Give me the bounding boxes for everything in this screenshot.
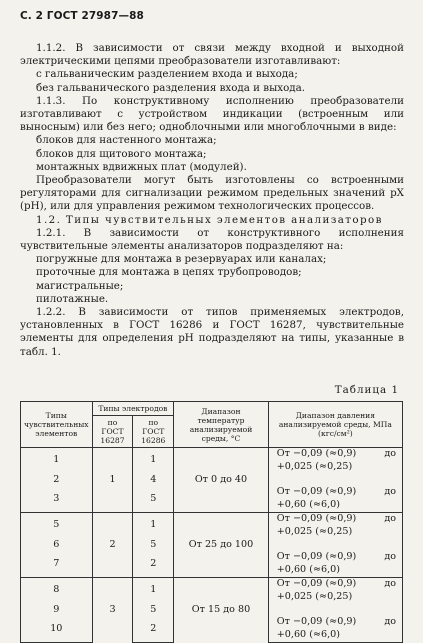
cell-pressure xyxy=(268,604,402,617)
cell-temperature: От 25 до 100 xyxy=(174,512,269,577)
cell-gost16286: 1 xyxy=(133,577,174,603)
paragraph: с гальваническим разделением входа и выхода; xyxy=(36,68,298,81)
pressure-to: +0,025 (≈0,25) xyxy=(276,525,353,537)
cell-gost16286: 2 xyxy=(133,551,174,577)
table-row xyxy=(21,448,403,474)
col-gost16287-header: по ГОСТ 16287 xyxy=(92,416,133,448)
cell-gost16286: 2 xyxy=(133,616,174,642)
pressure-to-word: до xyxy=(384,512,396,524)
cell-pressure xyxy=(268,512,402,538)
paragraph: блоков для щитового монтажа; xyxy=(36,147,207,160)
cell-gost16286: 1 xyxy=(133,448,174,474)
cell-gost16287: 3 xyxy=(92,577,133,642)
paragraph: Преобразователи могут быть изготовлены со встроенными регуляторами для сигнализации режимом предельных значений рХ (рН), или для управления режимом технологических процессов. xyxy=(20,174,404,213)
pressure-from: От −0,09 xyxy=(276,512,323,524)
pressure-from: От −0,09 xyxy=(276,486,323,498)
paragraph: без гальванического разделения входа и выхода. xyxy=(36,81,306,94)
col-types-header: Типы чувствительных элементов xyxy=(21,402,93,448)
paragraph: погружные для монтажа в резервуарах или каналах; xyxy=(36,253,327,266)
body-text xyxy=(20,42,404,359)
cell-type: 3 xyxy=(21,486,93,512)
table-row xyxy=(21,512,403,538)
pressure-from-kgf: (≈0,9) xyxy=(325,616,357,628)
pressure-from-kgf: (≈0,9) xyxy=(325,577,357,589)
cell-gost16286: 5 xyxy=(133,604,174,617)
pressure-to-word: до xyxy=(384,551,396,563)
paragraph: 1.1.2. В зависимости от связи между входной и выходной электрическими цепями преобразователи изготавливают: xyxy=(20,42,404,68)
pressure-from-kgf: (≈0,9) xyxy=(325,486,357,498)
table-1 xyxy=(20,401,403,643)
cell-type: 5 xyxy=(21,512,93,538)
pressure-to-word: до xyxy=(384,486,396,498)
pressure-to: +0,60 (≈6,0) xyxy=(276,564,340,576)
pressure-to: +0,025 (≈0,25) xyxy=(276,460,353,472)
pressure-from-kgf: (≈0,9) xyxy=(325,551,357,563)
cell-type: 7 xyxy=(21,551,93,577)
paragraph: блоков для настенного монтажа; xyxy=(36,134,217,147)
cell-type: 8 xyxy=(21,577,93,603)
cell-gost16286: 1 xyxy=(133,512,174,538)
table-row xyxy=(21,577,403,603)
cell-pressure xyxy=(268,577,402,603)
cell-pressure xyxy=(268,486,402,512)
cell-gost16286: 5 xyxy=(133,539,174,552)
pressure-from: От −0,09 xyxy=(276,577,323,589)
cell-temperature: От 0 до 40 xyxy=(174,448,269,513)
paragraph: монтажных вдвижных плат (модулей). xyxy=(36,160,247,173)
col-gost16286-header: по ГОСТ 16286 xyxy=(133,416,174,448)
cell-type: 10 xyxy=(21,616,93,642)
pressure-from-kgf: (≈0,9) xyxy=(325,448,357,459)
paragraph: проточные для монтажа в цепях трубопроводов; xyxy=(36,266,302,279)
cell-pressure xyxy=(268,474,402,487)
pressure-to-word: до xyxy=(384,616,396,628)
cell-gost16286: 5 xyxy=(133,486,174,512)
paragraph: пилотажные. xyxy=(36,292,109,305)
pressure-from: От −0,09 xyxy=(276,551,323,563)
cell-gost16287: 2 xyxy=(92,512,133,577)
cell-pressure xyxy=(268,551,402,577)
cell-type: 2 xyxy=(21,474,93,487)
cell-pressure xyxy=(268,539,402,552)
pressure-to: +0,60 (≈6,0) xyxy=(276,629,340,641)
pressure-from: От −0,09 xyxy=(276,616,323,628)
col-electrodes-header: Типы электродов xyxy=(92,402,174,416)
paragraph: 1.2. Типы чувствительных элементов анализаторов xyxy=(36,213,383,226)
pressure-to-word: до xyxy=(384,577,396,589)
table-caption: Таблица 1 xyxy=(334,384,399,396)
cell-type: 9 xyxy=(21,604,93,617)
cell-type: 6 xyxy=(21,539,93,552)
pressure-to-word: до xyxy=(384,448,396,459)
cell-pressure xyxy=(268,448,402,474)
paragraph: 1.1.3. По конструктивному исполнению преобразователи изготавливают с устройством индикации (встроенным или выносным) или без него; одноблочными или многоблочными в виде: xyxy=(20,94,404,134)
paragraph: 1.2.2. В зависимости от типов применяемых электродов, установленных в ГОСТ 16286 и ГОСТ 16287, чувствительные элементы для определения рН подразделяют на типы, указанные в табл. 1. xyxy=(20,306,404,358)
pressure-to: +0,025 (≈0,25) xyxy=(276,590,353,602)
cell-type: 1 xyxy=(21,448,93,474)
cell-gost16286: 4 xyxy=(133,474,174,487)
pressure-to: +0,60 (≈6,0) xyxy=(276,499,340,511)
paragraph: 1.2.1. В зависимости от конструктивного исполнения чувствительные элементы анализаторов подразделяют на: xyxy=(20,226,404,253)
cell-gost16287: 1 xyxy=(92,448,133,513)
paragraph: магистральные; xyxy=(36,279,124,292)
cell-temperature: От 15 до 80 xyxy=(174,577,269,642)
col-temp-header: Диапазон температур анализируемой среды, °C xyxy=(174,402,269,448)
page-header: С. 2 ГОСТ 27987—88 xyxy=(20,10,144,22)
pressure-from: От −0,09 xyxy=(276,448,323,459)
col-pressure-header: Диапазон давления анализируемой среды, МПа (кгс/см²) xyxy=(268,402,402,448)
pressure-from-kgf: (≈0,9) xyxy=(325,512,357,524)
cell-pressure xyxy=(268,616,402,642)
